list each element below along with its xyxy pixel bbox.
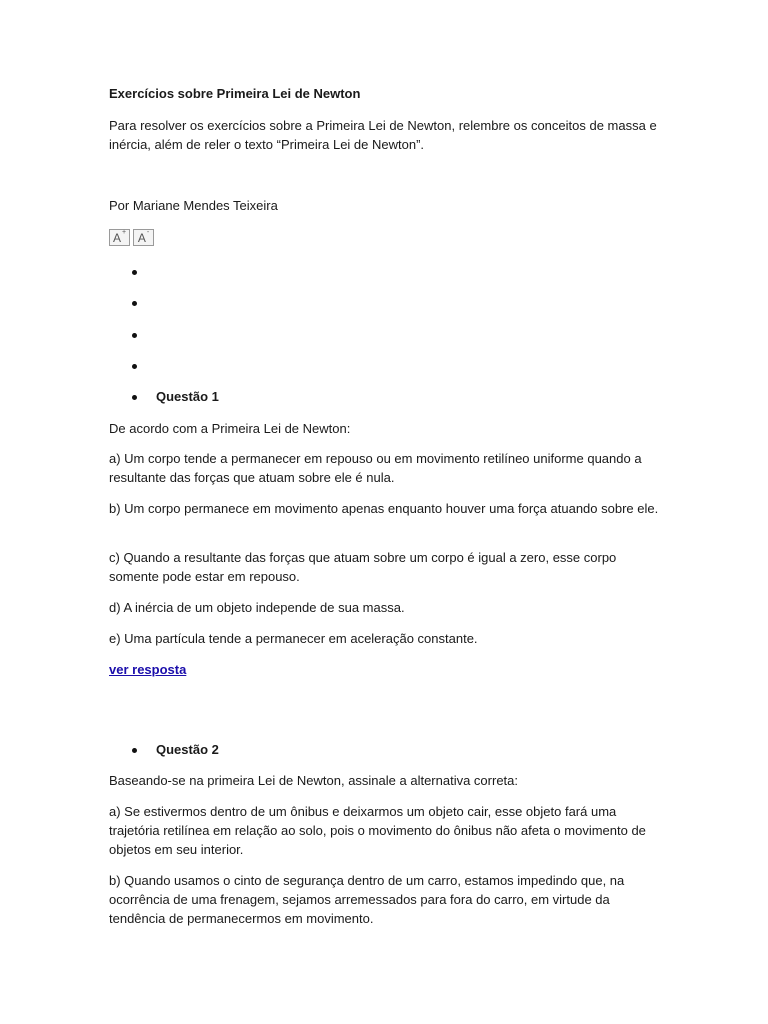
view-answer-link[interactable]: ver resposta (109, 662, 187, 677)
empty-bullet (132, 333, 137, 338)
font-decrease-button[interactable] (133, 229, 154, 246)
empty-bullet (132, 364, 137, 369)
page-title: Exercícios sobre Primeira Lei de Newton (109, 86, 361, 101)
question-2-prompt: Baseando-se na primeira Lei de Newton, assinale a alternativa correta: (109, 773, 519, 788)
empty-bullet (132, 301, 137, 306)
question-2-option-b: b) Quando usamos o cinto de segurança dentro de um carro, estamos impedindo que, na ocorrência de uma frenagem, sejamos arremessados para fora do carro, em virtude da tendência de permanecermos em movimento. (109, 873, 625, 926)
font-decrease-icon: A- (137, 228, 150, 245)
question-1-option-c: c) Quando a resultante das forças que atuam sobre um corpo é igual a zero, esse corpo somente pode estar em repouso. (109, 550, 617, 584)
question-1-option-a: a) Um corpo tende a permanecer em repouso ou em movimento retilíneo uniforme quando a resultante das forças que atuam sobre ele é nula. (109, 451, 642, 485)
question-1-option-b: b) Um corpo permanece em movimento apenas enquanto houver uma força atuando sobre ele. (109, 501, 659, 516)
question-2-bullet (132, 748, 137, 753)
question-2-option-a: a) Se estivermos dentro de um ônibus e deixarmos um objeto cair, esse objeto fará uma trajetória retilínea em relação ao solo, pois o movimento do ônibus não afeta o movimento de objetos em seu interior. (109, 804, 646, 857)
font-increase-icon: A+ (112, 228, 127, 245)
intro-paragraph: Para resolver os exercícios sobre a Primeira Lei de Newton, relembre os conceitos de massa e inércia, além de reler o texto “Primeira Lei de Newton”. (109, 118, 657, 152)
question-2-label: Questão 2 (156, 742, 219, 757)
question-1-prompt: De acordo com a Primeira Lei de Newton: (109, 421, 351, 436)
question-1-option-d: d) A inércia de um objeto independe de sua massa. (109, 600, 405, 615)
question-1-label: Questão 1 (156, 389, 219, 404)
question-1-option-e: e) Uma partícula tende a permanecer em aceleração constante. (109, 631, 478, 646)
author-line: Por Mariane Mendes Teixeira (109, 198, 278, 213)
empty-bullet (132, 270, 137, 275)
question-1-bullet (132, 395, 137, 400)
font-size-controls (109, 229, 154, 246)
font-increase-button[interactable] (109, 229, 130, 246)
